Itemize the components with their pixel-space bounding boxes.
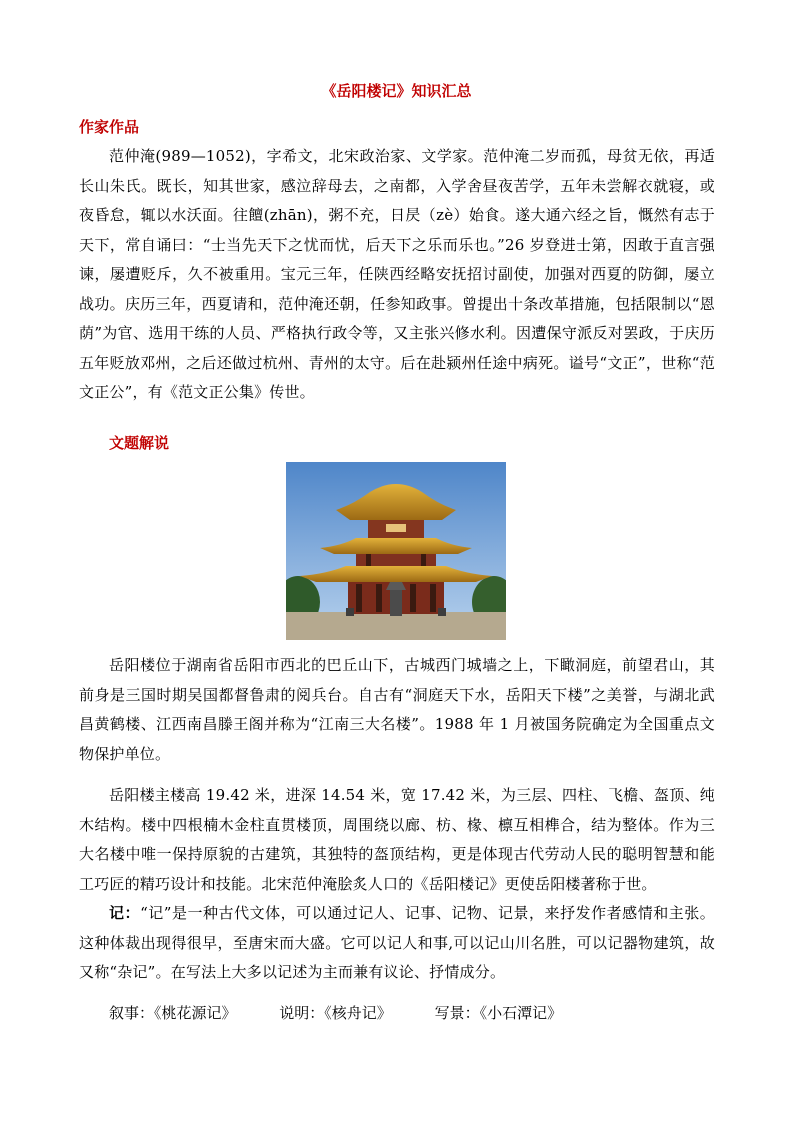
ji-paragraph: [79, 899, 715, 988]
example-narrative: 叙事：《桃花源记》: [109, 1004, 237, 1022]
ji-label: 记：: [109, 904, 141, 922]
examples-row: [109, 1002, 600, 1023]
section-heading-title-explanation: 文题解说: [109, 434, 170, 452]
ji-paragraph-text: “记”是一种古代文体，可以通过记人、记事、记物、记景，来抒发作者感情和主张。这种体裁出现得很早，至唐宋而大盛。它可以记人和事,可以记山川名胜，可以记器物建筑，故又称“杂记”。在写法上大多以记述为主而兼有议论、抒情成分。: [79, 904, 715, 981]
section-heading-author: 作家作品: [79, 118, 140, 136]
yueyang-tower-photo: [286, 462, 506, 640]
document-title: 《岳阳楼记》知识汇总: [321, 82, 472, 100]
author-paragraph: 范仲淹(989—1052)，字希文，北宋政治家、文学家。范仲淹二岁而孤，母贫无依，再适长山朱氏。既长，知其世家，感泣辞母去，之南都，入学舍昼夜苦学，五年未尝解衣就寝，或夜昏怠，辄以水沃面。往饘(zhān)，粥不充，日昃（zè）始食。遂大通六经之旨，慨然有志于天下，常自诵曰：“士当先天下之忧而忧，后天下之乐而乐也。”26 岁登进士第，因敢于直言强谏，屡遭贬斥，久不被重用。宝元三年，任陕西经略安抚招讨副使，加强对西夏的防御，屡立战功。庆历三年，西夏请和，范仲淹还朝，任参知政事。曾提出十条改革措施，包括限制以“恩荫”为官、选用干练的人员、严格执行政令等，又主张兴修水利。因遭保守派反对罢政，于庆历五年贬放邓州，之后还做过杭州、青州的太守。后在赴颍州任途中病死。谥号“文正”，世称“范文正公”，有《范文正公集》传世。: [79, 147, 715, 401]
example-exposition: 说明：《核舟记》: [279, 1004, 392, 1022]
structure-paragraph: [79, 781, 715, 899]
location-paragraph: 岳阳楼位于湖南省岳阳市西北的巴丘山下，古城西门城墙之上，下瞰洞庭，前望君山，其前身是三国时期吴国都督鲁肃的阅兵台。自古有“洞庭天下水，岳阳天下楼”之美誉，与湖北武昌黄鹤楼、江西南昌滕王阁并称为“江南三大名楼”。1988 年 1 月被国务院确定为全国重点文物保护单位。: [79, 656, 715, 763]
structure-paragraph-text: 岳阳楼主楼高 19.42 米，进深 14.54 米，宽 17.42 米，为三层、四柱、飞檐、盔顶、纯木结构。楼中四根楠木金柱直贯楼顶，周围绕以廊、枋、椽、檩互相榫合，结为整体。作为三大名楼中唯一保持原貌的古建筑，其独特的盔顶结构，更是体现古代劳动人民的聪明智慧和能工巧匠的精巧设计和技能。北宋范仲淹脍炙人口的《岳阳楼记》更使岳阳楼著称于世。: [79, 786, 715, 893]
example-description: 写景：《小石潭记》: [434, 1004, 563, 1022]
